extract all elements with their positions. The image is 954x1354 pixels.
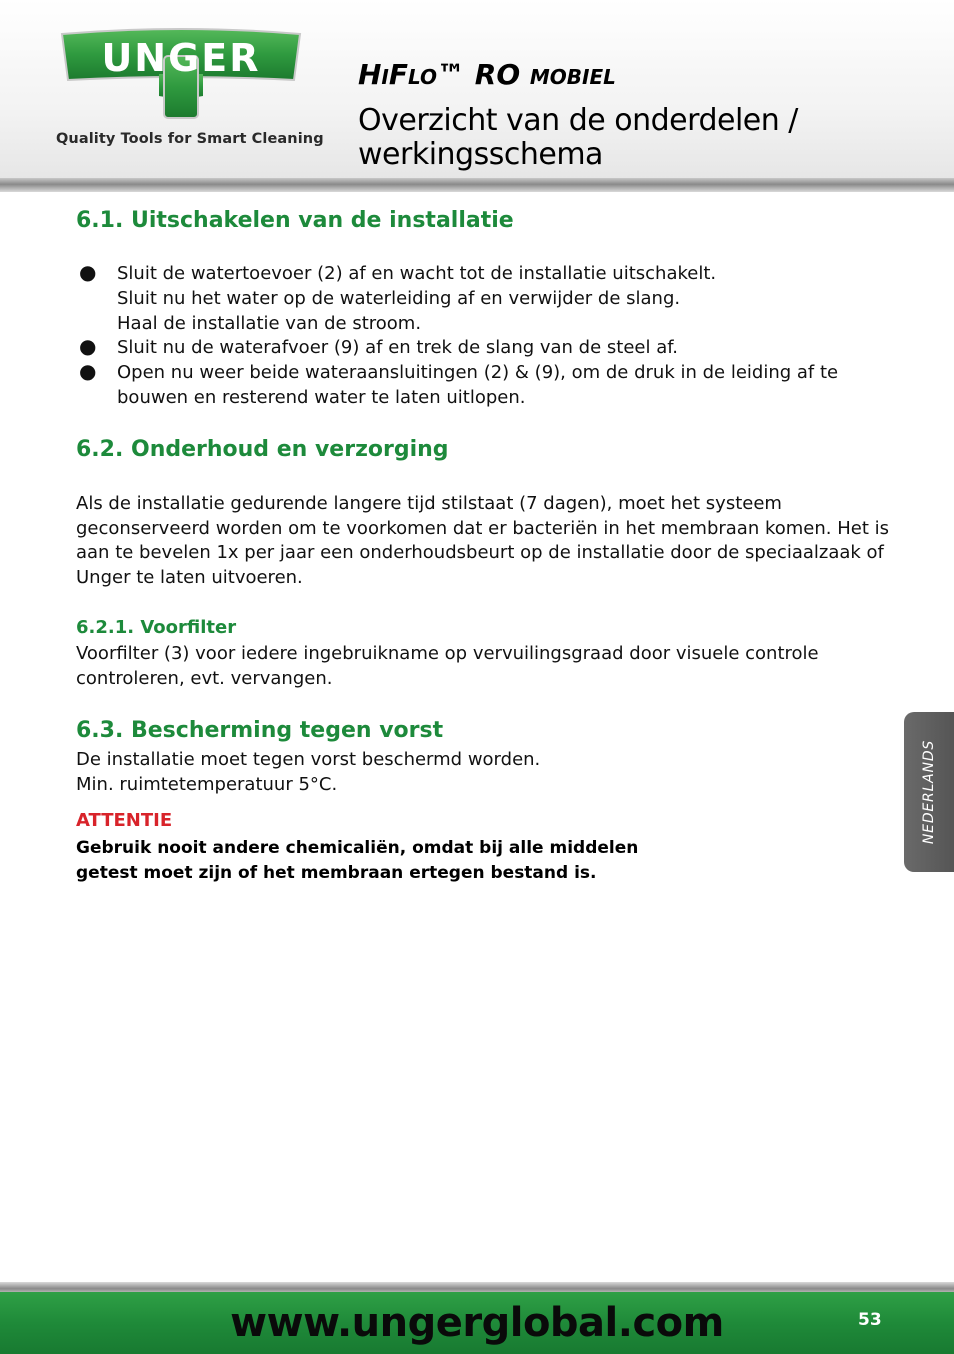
- language-tab-label: NEDERLANDS: [921, 739, 937, 845]
- maintenance-paragraph: Als de installatie gedurende langere tijd stilstaat (7 dagen), moet het systeem geconserveerd worden om te voorkomen dat er bacteriën in het membraan komen. Het is aan te bevelen 1x per jaar een onderhoudsbeurt op de installatie door de speciaalzaak of Unger te laten uitvoeren.: [76, 493, 889, 589]
- language-tab: [904, 712, 954, 872]
- header-divider: [0, 178, 954, 192]
- website-url: www.ungerglobal.com: [230, 1300, 724, 1346]
- list-item: [76, 336, 896, 361]
- page-title: Overzicht van de onderdelen / werkingsschema: [358, 103, 798, 172]
- list-item-line: Sluit nu de waterafvoer (9) af en trek de slang van de steel af.: [117, 337, 678, 359]
- shutdown-steps-list: [76, 262, 896, 411]
- prefilter-paragraph: Voorfilter (3) voor iedere ingebruikname op vervuilingsgraad door visuele controle controleren, evt. vervangen.: [76, 643, 819, 689]
- attention-line-2: getest moet zijn of het membraan ertegen bestand is.: [76, 862, 597, 883]
- page-number: 53: [858, 1310, 882, 1330]
- section-heading-6-2-1: 6.2.1. Voorfilter: [76, 617, 237, 638]
- section-heading-6-1: 6.1. Uitschakelen van de installatie: [76, 208, 514, 233]
- frost-line-2: Min. ruimtetemperatuur 5°C.: [76, 773, 338, 795]
- bullet-icon: ●: [79, 260, 97, 284]
- list-item: [76, 262, 896, 336]
- list-item: [76, 361, 896, 411]
- unger-logo-graphic: [56, 26, 306, 126]
- page-footer: [0, 1292, 954, 1354]
- svg-text:UNGER: UNGER: [101, 36, 261, 80]
- section-heading-6-3: 6.3. Bescherming tegen vorst: [76, 718, 444, 743]
- frost-protection-text: [76, 748, 896, 797]
- list-item-line: Sluit nu het water op de waterleiding af en verwijder de slang.: [117, 287, 681, 309]
- list-item-line: Sluit de watertoevoer (2) af en wacht tot de installatie uitschakelt.: [117, 263, 717, 284]
- product-name: HiFlo™ RO mobiel: [358, 58, 616, 91]
- list-item-line: Haal de installatie van de stroom.: [117, 312, 422, 334]
- unger-logo: [56, 26, 306, 126]
- attention-label: ATTENTIE: [76, 810, 173, 831]
- frost-line-1: De installatie moet tegen vorst beschermd worden.: [76, 749, 541, 770]
- bullet-icon: ●: [79, 359, 97, 384]
- section-heading-6-2: 6.2. Onderhoud en verzorging: [76, 437, 449, 462]
- attention-text: [76, 836, 696, 885]
- brand-tagline: Quality Tools for Smart Cleaning: [56, 131, 324, 147]
- attention-line-1: Gebruik nooit andere chemicaliën, omdat bij alle middelen: [76, 838, 639, 858]
- bullet-icon: ●: [79, 334, 97, 359]
- list-item-line: Open nu weer beide wateraansluitingen (2) & (9), om de druk in de leiding af te bouwen en resterend water te laten uitlopen.: [117, 362, 839, 408]
